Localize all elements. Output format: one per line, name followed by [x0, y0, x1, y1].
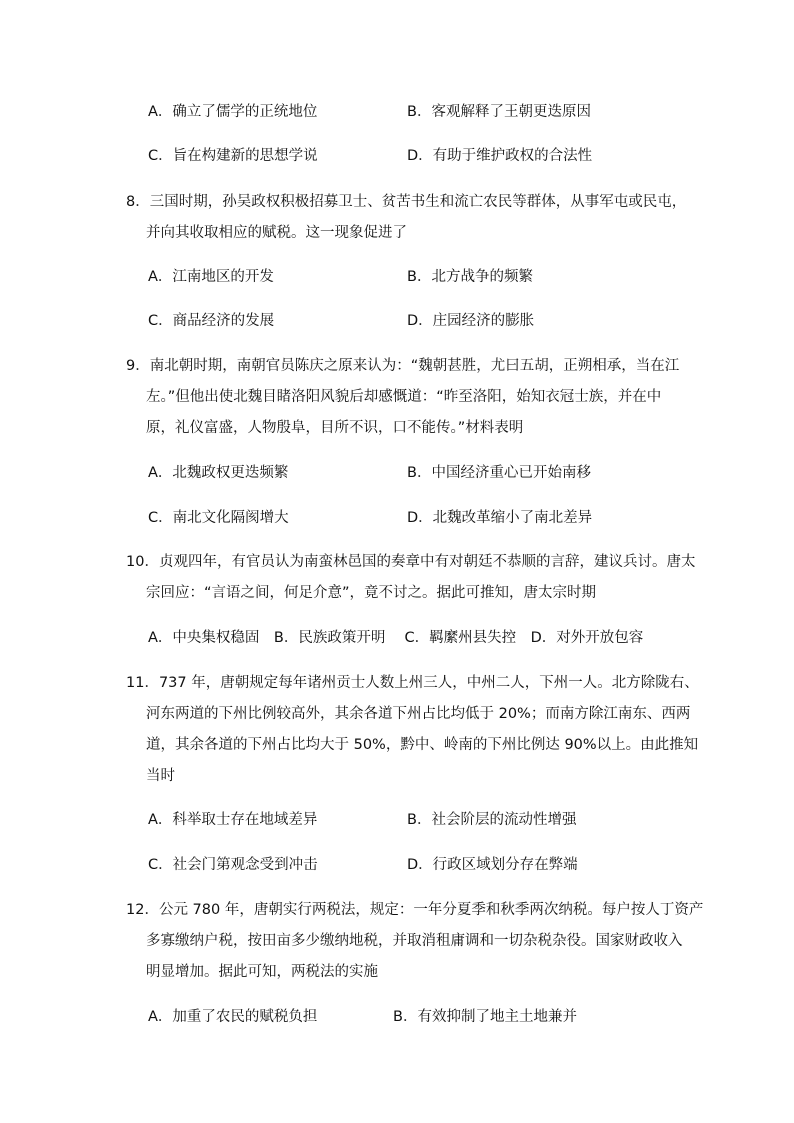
q8-stem-line-2: 并向其收取相应的赋税。这一现象促进了 — [146, 225, 407, 241]
q8-option-b: B．北方战争的频繁 — [407, 269, 533, 285]
q7-option-d: D．有助于维护政权的合法性 — [407, 148, 593, 164]
q12-stem-line-2: 多寡缴纳户税，按田亩多少缴纳地税，并取消租庸调和一切杂税杂役。国家财政收入 — [146, 933, 683, 949]
q10-stem-line-1: 10．贞观四年，有官员认为南蛮林邑国的奏章中有对朝廷不恭顺的言辞，建议兵讨。唐太 — [126, 554, 696, 570]
q9-option-b: B．中国经济重心已开始南移 — [407, 465, 591, 481]
q9-stem-line-3: 原，礼仪富盛，人物殷阜，目所不识，口不能传。”材料表明 — [146, 420, 524, 436]
q12-stem-line-1: 12．公元 780 年，唐朝实行两税法，规定：一年分夏季和秋季两次纳税。每户按人丁资产 — [126, 902, 704, 918]
q11-stem-line-4: 当时 — [146, 768, 175, 784]
q10-options: A．中央集权稳固 B．民族政策开明 C．羁縻州县失控 D．对外开放包容 — [148, 630, 644, 646]
q11-option-a: A．科举取士存在地域差异 — [148, 812, 318, 828]
q8-option-a: A．江南地区的开发 — [148, 269, 274, 285]
q7-option-c: C．旨在构建新的思想学说 — [148, 148, 318, 164]
q8-option-c: C．商品经济的发展 — [148, 313, 275, 329]
q8-stem-line-1: 8．三国时期，孙吴政权积极招募卫士、贫苦书生和流亡农民等群体，从事军屯或民屯， — [126, 194, 687, 210]
q11-option-b: B．社会阶层的流动性增强 — [407, 812, 577, 828]
q8-option-d: D．庄园经济的膨胀 — [407, 313, 535, 329]
q12-option-b: B．有效抑制了地主土地兼并 — [393, 1009, 577, 1025]
q9-option-a: A．北魏政权更迭频繁 — [148, 465, 289, 481]
q9-stem-line-2: 左。”但他出使北魏目睹洛阳风貌后却感慨道：“昨至洛阳，始知衣冠士族，并在中 — [146, 389, 662, 405]
q11-stem-line-2: 河东两道的下州比例较高外，其余各道下州占比均低于 20%；而南方除江南东、西两 — [146, 706, 691, 722]
q11-option-c: C．社会门第观念受到冲击 — [148, 857, 318, 873]
q11-stem-line-3: 道，其余各道的下州占比均大于 50%，黔中、岭南的下州比例达 90%以上。由此推知 — [146, 737, 699, 753]
q11-stem-line-1: 11．737 年，唐朝规定每年诸州贡士人数上州三人，中州二人，下州一人。北方除陇右、 — [126, 675, 699, 691]
q9-option-d: D．北魏改革缩小了南北差异 — [407, 510, 593, 526]
q10-stem-line-2: 宗回应：“言语之间，何足介意”，竟不讨之。据此可推知，唐太宗时期 — [146, 585, 597, 601]
q7-option-b: B．客观解释了王朝更迭原因 — [407, 104, 591, 120]
q9-option-c: C．南北文化隔阂增大 — [148, 510, 289, 526]
q12-stem-line-3: 明显增加。据此可知，两税法的实施 — [146, 964, 378, 980]
q11-option-d: D．行政区域划分存在弊端 — [407, 857, 578, 873]
q12-option-a: A．加重了农民的赋税负担 — [148, 1009, 318, 1025]
q7-option-a: A．确立了儒学的正统地位 — [148, 104, 318, 120]
q9-stem-line-1: 9．南北朝时期，南朝官员陈庆之原来认为：“魏朝甚胜，尤曰五胡，正朔相承，当在江 — [126, 358, 680, 374]
